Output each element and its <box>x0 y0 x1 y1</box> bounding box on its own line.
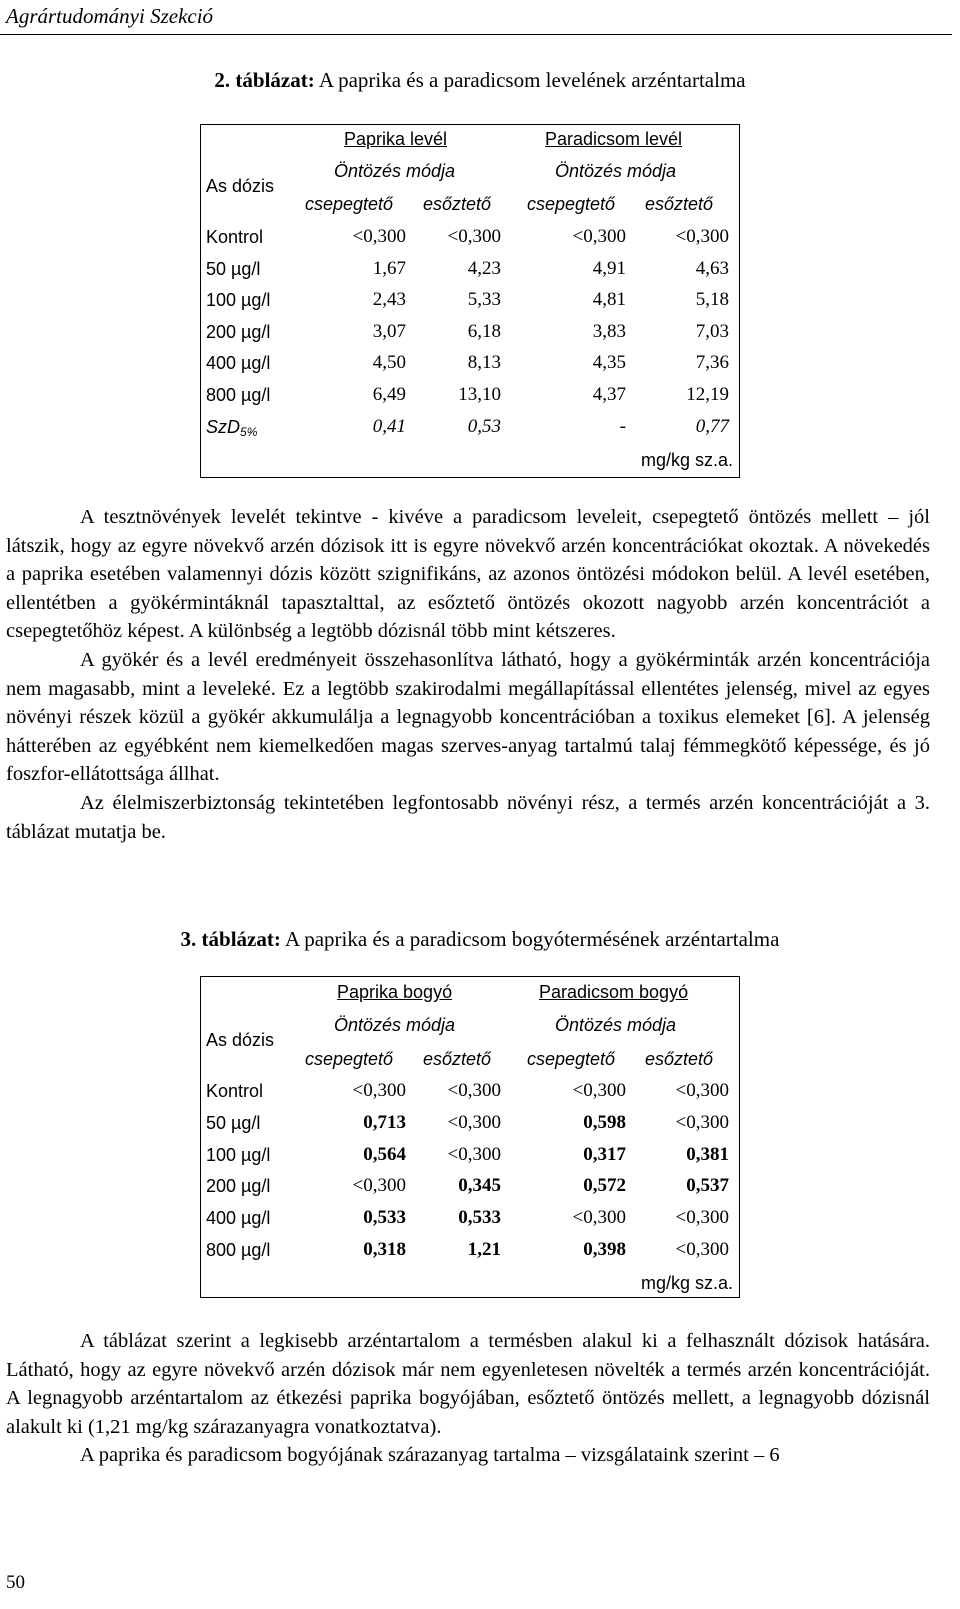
table-cell: 0,345 <box>458 1175 501 1197</box>
table2-caption-num: 2. táblázat: <box>214 68 315 92</box>
row-label: 50 µg/l <box>206 258 261 279</box>
table-cell: 4,37 <box>592 384 626 405</box>
row-label: 50 µg/l <box>206 1112 261 1133</box>
table-cell: 1,21 <box>467 1239 501 1260</box>
table2-sub2b: esőztető <box>645 194 714 214</box>
row-label: 800 µg/l <box>206 1240 271 1260</box>
table-cell: 3,83 <box>592 320 626 342</box>
table3-sub1b: csepegtető <box>527 1049 616 1069</box>
paragraph: Az élelmiszerbiztonság tekintetében legfontosabb növényi rész, a termés arzén koncentrációját a 3. táblázat mutatja be. <box>6 791 930 843</box>
table-cell: 12,19 <box>686 384 729 405</box>
table-cell: 4,35 <box>592 352 626 374</box>
szd-cell: 0,41 <box>372 416 406 437</box>
table3-method2: Öntözés módja <box>555 1015 677 1035</box>
table-cell: 5,33 <box>467 289 501 311</box>
paragraph: A gyökér és a levél eredményeit összehasonlítva látható, hogy a gyökérminták arzén koncentrációja nem magasabb, mint a leveleké. Ez a legtöbb szakirodalmi megállapítással ellentétes jelenség, mivel az egyes növényi részek közül a gyökér akkumulálja a legnagyobb koncentrációban a toxikus elemeket [6]. A jelenség hátterében az egyébként nem kiemelkedően magas szerves-anyag tartalmú talaj fémmegkötő képessége, és jó foszfor-ellátottsága állhat. <box>6 648 930 786</box>
page-number: 50 <box>6 1572 25 1593</box>
table-cell: <0,300 <box>572 1207 626 1229</box>
paragraph: A paprika és paradicsom bogyójának szárazanyag tartalma – vizsgálataink szerint – 6 <box>80 1444 780 1467</box>
table-cell: 0,398 <box>583 1239 626 1260</box>
row-label: 100 µg/l <box>206 290 271 311</box>
table3-row-label-header: As dózis <box>206 1030 275 1050</box>
row-label: Kontrol <box>206 227 264 247</box>
table-cell: 0,572 <box>583 1175 626 1197</box>
paragraph: A táblázat szerint a legkisebb arzéntartalom a termésben alakul ki a felhasznált dózisok hatására. Látható, hogy az egyre növekvő arzén dózisok már nem egyenletesen növelték a termés arzén koncentrációját. A legnagyobb arzéntartalom az étkezési paprika bogyójában, esőztető öntözés mellett, a legnagyobb dózisnál alakult ki (1,21 mg/kg szárazanyagra vonatkoztatva). <box>6 1330 930 1438</box>
table-cell: 3,07 <box>372 320 406 342</box>
table2-sub2a: esőztető <box>423 194 492 214</box>
table-cell: 5,18 <box>695 289 729 311</box>
table3-sub1a: csepegtető <box>305 1049 394 1069</box>
table2-unit: mg/kg sz.a. <box>640 450 733 470</box>
table-cell: <0,300 <box>675 1080 729 1101</box>
table2-caption <box>0 68 960 93</box>
table-cell: 0,533 <box>363 1207 406 1229</box>
table3 <box>200 976 740 1298</box>
table3-unit: mg/kg sz.a. <box>640 1273 733 1293</box>
table-cell: 13,10 <box>458 384 501 405</box>
table3-group2-header: Paradicsom bogyó <box>539 982 689 1002</box>
table-cell: 7,36 <box>695 352 729 374</box>
table-cell: 0,317 <box>583 1143 626 1165</box>
table-cell: 0,598 <box>583 1111 626 1133</box>
table-cell: 0,537 <box>686 1175 729 1197</box>
table-cell: 0,533 <box>458 1207 501 1229</box>
szd-cell: 0,53 <box>467 416 501 437</box>
table-cell: <0,300 <box>352 1080 406 1101</box>
table-cell: 6,49 <box>372 384 406 405</box>
table-cell: <0,300 <box>352 1175 406 1197</box>
table2-sub1b: csepegtető <box>527 194 616 214</box>
table-cell: 7,03 <box>695 320 729 342</box>
row-label: 800 µg/l <box>206 385 271 405</box>
table-cell: <0,300 <box>572 1080 626 1101</box>
row-label: 200 µg/l <box>206 1176 271 1197</box>
table3-caption-num: 3. táblázat: <box>180 927 281 951</box>
table-cell: 8,13 <box>467 352 501 374</box>
table-cell: <0,300 <box>447 1080 501 1101</box>
row-label: 200 µg/l <box>206 321 271 342</box>
table-cell: <0,300 <box>352 226 406 247</box>
table-cell: 1,67 <box>372 257 406 279</box>
table-cell: 0,381 <box>686 1143 729 1165</box>
table-cell: <0,300 <box>447 1143 501 1165</box>
table2-method2: Öntözés módja <box>555 161 677 181</box>
table-cell: 6,18 <box>467 320 501 342</box>
paragraph: A tesztnövények levelét tekintve - kivéve a paradicsom leveleit, csepegtető öntözés mellett – jól látszik, hogy az egyre növekvő arzén dózisok itt is egyre növekvő arzén koncentrációkat okoztak. A növekedés a paprika esetében valamennyi dózis között szignifikáns, az azonos öntözési módokon belül. A levél esetében, ellentétben a gyökérmintáknál tapasztalttal, az esőztető öntözés okozott nagyobb arzén koncentrációt a csepegtetőhöz képest. A különbség a legtöbb dózisnál több mint kétszeres. <box>6 506 930 643</box>
table3-method1: Öntözés módja <box>334 1015 456 1035</box>
body-text-2 <box>6 1327 930 1470</box>
table-cell: <0,300 <box>447 1111 501 1133</box>
table2-sub1a: csepegtető <box>305 194 394 214</box>
table-cell: 4,91 <box>592 257 626 279</box>
table-cell: 4,23 <box>467 257 501 279</box>
table3-sub2b: esőztető <box>645 1049 714 1069</box>
table-cell: <0,300 <box>447 226 501 247</box>
body-text-1 <box>6 503 930 846</box>
table2-row-label-header: As dózis <box>206 176 275 196</box>
table2-caption-text: A paprika és a paradicsom levelének arzéntartalma <box>318 68 746 92</box>
table2-method1: Öntözés módja <box>334 161 456 181</box>
table2-group1-header: Paprika levél <box>344 129 448 149</box>
table-cell: <0,300 <box>675 1239 729 1260</box>
table3-caption-text: A paprika és a paradicsom bogyótermésének arzéntartalma <box>284 927 780 951</box>
table-cell: 0,564 <box>363 1143 406 1165</box>
header-title: Agrártudományi Szekció <box>6 4 214 28</box>
szd-cell: - <box>619 416 626 437</box>
table-cell: 4,63 <box>695 257 729 279</box>
table-cell: 4,50 <box>372 352 406 374</box>
table-cell: 0,318 <box>363 1239 406 1260</box>
szd-cell: 0,77 <box>695 416 729 437</box>
row-label: 100 µg/l <box>206 1144 271 1165</box>
table2 <box>200 124 740 478</box>
running-header <box>0 0 952 35</box>
table-cell: 2,43 <box>372 289 406 311</box>
row-label: Kontrol <box>206 1081 264 1101</box>
row-label: 400 µg/l <box>206 353 271 374</box>
table-cell: 4,81 <box>592 289 626 311</box>
table3-group1-header: Paprika bogyó <box>337 982 453 1002</box>
table3-sub2a: esőztető <box>423 1049 492 1069</box>
table3-caption <box>0 927 960 952</box>
table-cell: <0,300 <box>675 1207 729 1229</box>
row-label: 400 µg/l <box>206 1208 271 1229</box>
table-cell: <0,300 <box>675 1111 729 1133</box>
table-cell: <0,300 <box>572 226 626 247</box>
table2-group2-header: Paradicsom levél <box>545 129 683 149</box>
table-cell: 0,713 <box>363 1111 406 1133</box>
table-cell: <0,300 <box>675 226 729 247</box>
table2-szd-label: SzD$_{5\%}$ <box>206 417 258 439</box>
